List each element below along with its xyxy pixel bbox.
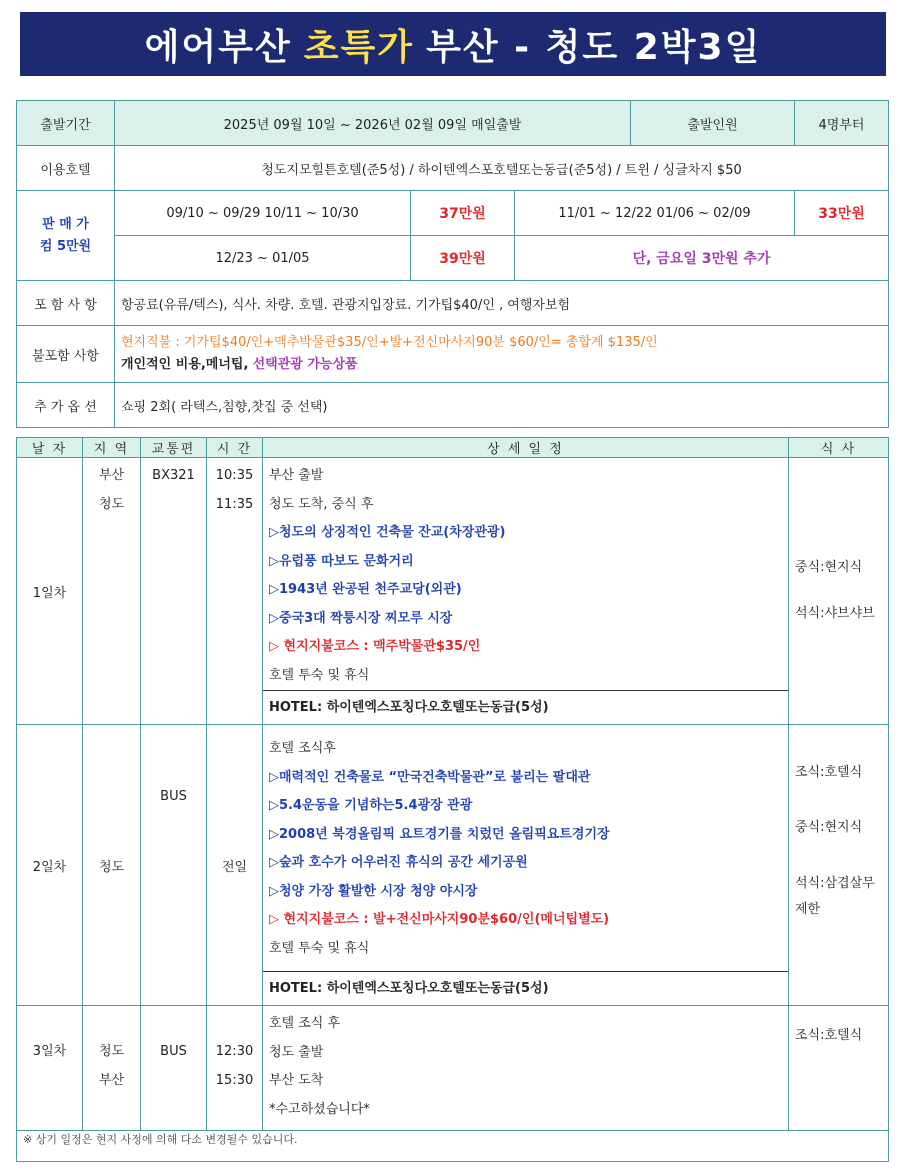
region — [83, 458, 141, 725]
transport: BUS — [141, 725, 207, 1006]
detail-line: 부산 도착 — [269, 1073, 324, 1088]
time-2: 11:35 — [215, 496, 254, 512]
people-label: 출발인원 — [631, 101, 795, 146]
exclude-personal: 개인적인 비용,메너팁, — [121, 357, 249, 372]
transport-value: BUS — [160, 1044, 187, 1059]
sight-item: ▷5.4운동을 기념하는5.4광장 관광 — [269, 798, 473, 813]
time-1: 12:30 — [215, 1044, 254, 1059]
people-value: 4명부터 — [795, 101, 889, 146]
price-3: 39만원 — [411, 236, 515, 281]
time-1: 10:35 — [215, 468, 254, 483]
hotel-value: 청도지모힐튼호텔(준5성) / 하이텐엑스포호텔또는동급(준5성) / 트윈 / 싱글차지 $50 — [115, 146, 889, 191]
detail-line: *수고하셨습니다* — [269, 1101, 370, 1117]
meal-dinner: 석식:삼겹살무제한 — [795, 876, 875, 917]
sight-item: ▷유럽풍 따보도 문화거리 — [269, 553, 414, 569]
price-label-2: 컴 5만원 — [39, 238, 92, 254]
header-date: 날 자 — [17, 438, 83, 458]
option-label: 추 가 옵 션 — [17, 383, 115, 428]
detail-line: 부산 출발 — [269, 468, 324, 483]
meal-lunch: 중식:현지식 — [795, 559, 863, 575]
banner-text-1: 에어부산 — [144, 26, 292, 68]
price-label — [17, 191, 115, 281]
hotel-line: HOTEL: 하이텐엑스포칭다오호텔또는동급(5성) — [263, 690, 788, 725]
header-detail: 상 세 일 정 — [263, 438, 789, 458]
day-row — [17, 725, 889, 1006]
detail-line: 호텔 조식 후 — [269, 1016, 341, 1031]
header-region: 지 역 — [83, 438, 141, 458]
hotel-label: 이용호텔 — [17, 146, 115, 191]
sight-item: ▷2008년 북경올림픽 요트경기를 치렀던 올림픽요트경기장 — [269, 826, 610, 842]
sight-item: ▷청도의 상징적인 건축물 잔교(차장관광) — [269, 525, 506, 540]
day-row — [17, 1006, 889, 1131]
local-pay-course: ▷ 현지지불코스 : 발+전신마사지90분$60/인(메너팁별도) — [269, 912, 610, 927]
region: 청도 — [83, 725, 141, 1006]
exclude-optional-tour: 선택관광 가능상품 — [252, 357, 358, 372]
exclude-line-1: 현지직불 : 기가팁$40/인+맥추박물관$35/인+발+전신마사지90분 $60/인= 총합계 $135/인 — [121, 335, 658, 350]
day-row — [17, 458, 889, 725]
header-time: 시 간 — [207, 438, 263, 458]
period-value: 2025년 09월 10일 ~ 2026년 02월 09일 매일출발 — [115, 101, 631, 146]
meal — [789, 458, 889, 725]
header-meal: 식 사 — [789, 438, 889, 458]
price-1: 37만원 — [411, 191, 515, 236]
meal-dinner: 석식:샤브샤브 — [795, 605, 875, 621]
sight-item: ▷숲과 호수가 어우러진 휴식의 공간 세기공원 — [269, 855, 528, 870]
banner-highlight: 초특가 — [303, 26, 415, 68]
sight-item: ▷매력적인 건축물로 “만국건축박물관”로 불리는 팔대관 — [269, 769, 591, 785]
date-range-3: 12/23 ~ 01/05 — [115, 236, 411, 281]
time — [207, 458, 263, 725]
meal — [789, 725, 889, 1006]
time-2: 15:30 — [215, 1072, 254, 1088]
local-pay-course: ▷ 현지지불코스 : 맥주박물관$35/인 — [269, 639, 481, 654]
include-value: 항공료(유류/텍스), 식사. 차량. 호텔. 관광지입장료. 기가팁$40/인 , 여행자보험 — [115, 281, 889, 326]
transport-value: BX321 — [152, 468, 195, 483]
price-label-1: 판 매 가 — [42, 216, 89, 232]
region — [83, 1006, 141, 1131]
date-range-2: 11/01 ~ 12/22 01/06 ~ 02/09 — [515, 191, 795, 236]
exclude-line-2 — [121, 354, 882, 376]
region-2: 부산 — [98, 1072, 125, 1088]
option-value: 쇼핑 2회( 라텍스,침향,찻집 중 선택) — [115, 383, 889, 428]
header-transport: 교통편 — [141, 438, 207, 458]
meal-breakfast: 조식:호텔식 — [795, 1028, 863, 1043]
detail-line: 청도 도착, 중식 후 — [269, 496, 374, 512]
detail-line: 호텔 투숙 및 휴식 — [269, 940, 370, 956]
date-range-1: 09/10 ~ 09/29 10/11 ~ 10/30 — [115, 191, 411, 236]
transport — [141, 1006, 207, 1131]
footnote: ※ 상기 일정은 현지 사정에 의해 다소 변경될수 있습니다. — [17, 1131, 889, 1162]
region-2: 청도 — [98, 496, 125, 512]
schedule-table — [16, 437, 889, 1162]
day-label: 1일차 — [17, 458, 83, 725]
detail-line: 호텔 조식후 — [269, 741, 336, 756]
day-label: 3일차 — [17, 1006, 83, 1131]
include-label: 포 함 사 항 — [17, 281, 115, 326]
time: 전일 — [207, 725, 263, 1006]
price-2: 33만원 — [795, 191, 889, 236]
region-1: 청도 — [98, 1044, 125, 1059]
detail — [263, 1006, 789, 1131]
friday-surcharge: 단, 금요일 3만원 추가 — [515, 236, 889, 281]
sight-item: ▷1943년 완공된 천주교당(외관) — [269, 582, 462, 597]
period-label: 출발기간 — [17, 101, 115, 146]
detail-line: 호텔 투숙 및 휴식 — [269, 667, 370, 683]
day-label: 2일차 — [17, 725, 83, 1006]
detail-line: 청도 출발 — [269, 1044, 324, 1060]
hotel-line: HOTEL: 하이텐엑스포칭다오호텔또는동급(5성) — [263, 971, 788, 1006]
info-table — [16, 100, 889, 428]
time — [207, 1006, 263, 1131]
detail — [263, 725, 789, 1006]
transport — [141, 458, 207, 725]
sight-item: ▷청양 가장 활발한 시장 청양 야시장 — [269, 883, 478, 899]
banner-text-2: 부산 - 청도 2박3일 — [426, 26, 762, 68]
meal — [789, 1006, 889, 1131]
sight-item: ▷중국3대 짝퉁시장 찌모루 시장 — [269, 610, 453, 626]
region-1: 부산 — [98, 468, 125, 483]
title-banner — [20, 12, 886, 76]
detail — [263, 458, 789, 725]
exclude-value — [115, 326, 889, 383]
meal-lunch: 중식:현지식 — [795, 820, 863, 835]
meal-breakfast: 조식:호텔식 — [795, 765, 863, 780]
exclude-label: 불포함 사항 — [17, 326, 115, 383]
